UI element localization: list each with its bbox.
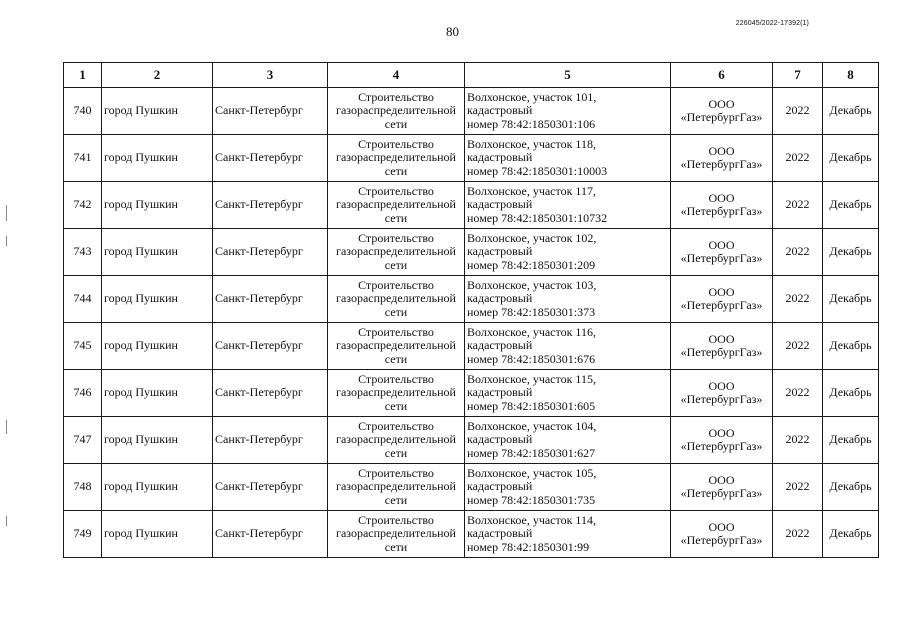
- address-cell-line: номер 78:42:1850301:209: [467, 257, 596, 272]
- work-type-cell-line: сети: [384, 257, 408, 272]
- organization-cell-line: ООО: [708, 284, 735, 299]
- work-type-cell-line: газораспределительной: [336, 150, 456, 165]
- month-cell: Декабрь: [823, 323, 879, 370]
- region-cell: Санкт-Петербург: [213, 511, 328, 558]
- work-type-cell-line: Строительство: [358, 324, 434, 339]
- address-cell: [465, 370, 671, 417]
- address-cell-line: номер 78:42:1850301:99: [467, 539, 590, 554]
- table-row: [64, 370, 879, 417]
- address-cell-line: Волхонское, участок 118,: [467, 136, 596, 151]
- work-type-cell-line: Строительство: [358, 371, 434, 386]
- organization-cell-line: «ПетербургГаз»: [680, 345, 763, 359]
- work-type-cell: [328, 135, 465, 182]
- year-cell: 2022: [773, 464, 823, 511]
- address-cell-line: номер 78:42:1850301:10003: [467, 163, 608, 178]
- work-type-cell-line: Строительство: [358, 465, 434, 480]
- address-cell-line: кадастровый: [467, 338, 533, 353]
- address-cell-line: кадастровый: [467, 479, 533, 494]
- work-type-cell: [328, 229, 465, 276]
- month-cell: Декабрь: [823, 464, 879, 511]
- column-header: 2: [102, 63, 213, 88]
- organization-cell-line: ООО: [708, 425, 735, 440]
- work-type-cell: [328, 182, 465, 229]
- month-cell: Декабрь: [823, 417, 879, 464]
- address-cell-line: Волхонское, участок 117,: [467, 183, 596, 198]
- address-cell-line: кадастровый: [467, 244, 533, 259]
- address-cell-line: номер 78:42:1850301:106: [467, 116, 596, 131]
- organization-cell-line: ООО: [708, 519, 735, 534]
- register-table: [63, 62, 879, 558]
- column-header: 5: [465, 63, 671, 88]
- address-cell-line: номер 78:42:1850301:373: [467, 304, 596, 319]
- work-type-cell-line: Строительство: [358, 230, 434, 245]
- city-cell: город Пушкин: [102, 370, 213, 417]
- region-cell: Санкт-Петербург: [213, 464, 328, 511]
- organization-cell: [671, 464, 773, 511]
- work-type-cell-line: газораспределительной: [336, 479, 456, 494]
- address-cell-line: Волхонское, участок 103,: [467, 277, 597, 292]
- organization-cell-line: ООО: [708, 96, 735, 111]
- organization-cell-line: «ПетербургГаз»: [680, 298, 763, 312]
- work-type-cell-line: Строительство: [358, 418, 434, 433]
- left-margin-mark: [6, 205, 7, 221]
- work-type-cell-line: газораспределительной: [336, 291, 456, 306]
- row-number: 742: [64, 182, 102, 229]
- work-type-cell-line: сети: [384, 351, 408, 366]
- organization-cell-line: ООО: [708, 378, 735, 393]
- year-cell: 2022: [773, 182, 823, 229]
- organization-cell-line: ООО: [708, 331, 735, 346]
- work-type-cell-line: сети: [384, 210, 408, 225]
- organization-cell: [671, 417, 773, 464]
- address-cell-line: Волхонское, участок 115,: [467, 371, 596, 386]
- year-cell: 2022: [773, 417, 823, 464]
- work-type-cell-line: сети: [384, 539, 408, 554]
- region-cell: Санкт-Петербург: [213, 182, 328, 229]
- address-cell-line: номер 78:42:1850301:10732: [467, 210, 608, 225]
- organization-cell-line: «ПетербургГаз»: [680, 110, 763, 124]
- address-cell: [465, 229, 671, 276]
- work-type-cell: [328, 88, 465, 135]
- year-cell: 2022: [773, 511, 823, 558]
- organization-cell-line: «ПетербургГаз»: [680, 392, 763, 406]
- page-number: 80: [446, 24, 459, 39]
- organization-cell: [671, 135, 773, 182]
- address-cell: [465, 182, 671, 229]
- region-cell: Санкт-Петербург: [213, 417, 328, 464]
- work-type-cell-line: сети: [384, 398, 408, 413]
- table-row: [64, 323, 879, 370]
- left-margin-mark: [6, 420, 7, 434]
- address-cell-line: кадастровый: [467, 385, 533, 400]
- organization-cell-line: «ПетербургГаз»: [680, 204, 763, 218]
- column-header: 1: [64, 63, 102, 88]
- year-cell: 2022: [773, 135, 823, 182]
- table-row: [64, 229, 879, 276]
- region-cell: Санкт-Петербург: [213, 229, 328, 276]
- address-cell-line: Волхонское, участок 104,: [467, 418, 597, 433]
- address-cell: [465, 511, 671, 558]
- month-cell: Декабрь: [823, 88, 879, 135]
- document-code: 226045/2022-17392(1): [735, 20, 809, 27]
- work-type-cell-line: Строительство: [358, 89, 434, 104]
- work-type-cell-line: газораспределительной: [336, 385, 456, 400]
- table-row: [64, 88, 879, 135]
- city-cell: город Пушкин: [102, 229, 213, 276]
- work-type-cell-line: газораспределительной: [336, 244, 456, 259]
- work-type-cell-line: Строительство: [358, 136, 434, 151]
- address-cell-line: кадастровый: [467, 432, 533, 447]
- row-number: 744: [64, 276, 102, 323]
- work-type-cell: [328, 464, 465, 511]
- address-cell: [465, 276, 671, 323]
- city-cell: город Пушкин: [102, 323, 213, 370]
- city-cell: город Пушкин: [102, 182, 213, 229]
- row-number: 746: [64, 370, 102, 417]
- work-type-cell-line: Строительство: [358, 277, 434, 292]
- table-body: [64, 88, 879, 558]
- city-cell: город Пушкин: [102, 511, 213, 558]
- row-number: 747: [64, 417, 102, 464]
- table-row: [64, 511, 879, 558]
- month-cell: Декабрь: [823, 276, 879, 323]
- region-cell: Санкт-Петербург: [213, 370, 328, 417]
- address-cell: [465, 88, 671, 135]
- address-cell-line: кадастровый: [467, 197, 533, 212]
- address-cell: [465, 464, 671, 511]
- work-type-cell-line: сети: [384, 116, 408, 131]
- column-header: 7: [773, 63, 823, 88]
- table-header-row: [64, 63, 879, 88]
- city-cell: город Пушкин: [102, 276, 213, 323]
- month-cell: Декабрь: [823, 135, 879, 182]
- column-header: 4: [328, 63, 465, 88]
- address-cell-line: номер 78:42:1850301:627: [467, 445, 596, 460]
- address-cell-line: номер 78:42:1850301:676: [467, 351, 596, 366]
- column-header: 8: [823, 63, 879, 88]
- address-cell-line: кадастровый: [467, 526, 533, 541]
- address-cell-line: Волхонское, участок 114,: [467, 512, 596, 527]
- region-cell: Санкт-Петербург: [213, 323, 328, 370]
- work-type-cell-line: сети: [384, 163, 408, 178]
- left-margin-mark: [6, 236, 7, 246]
- work-type-cell: [328, 276, 465, 323]
- row-number: 740: [64, 88, 102, 135]
- organization-cell-line: «ПетербургГаз»: [680, 439, 763, 453]
- month-cell: Декабрь: [823, 370, 879, 417]
- organization-cell-line: «ПетербургГаз»: [680, 251, 763, 265]
- column-header: 3: [213, 63, 328, 88]
- table-row: [64, 276, 879, 323]
- region-cell: Санкт-Петербург: [213, 276, 328, 323]
- work-type-cell: [328, 417, 465, 464]
- organization-cell: [671, 323, 773, 370]
- organization-cell-line: ООО: [708, 190, 735, 205]
- address-cell: [465, 417, 671, 464]
- table-row: [64, 182, 879, 229]
- organization-cell-line: ООО: [708, 143, 735, 158]
- table-row: [64, 417, 879, 464]
- month-cell: Декабрь: [823, 511, 879, 558]
- organization-cell-line: «ПетербургГаз»: [680, 486, 763, 500]
- organization-cell-line: ООО: [708, 472, 735, 487]
- left-margin-mark: [6, 516, 7, 526]
- row-number: 745: [64, 323, 102, 370]
- work-type-cell: [328, 511, 465, 558]
- table-row: [64, 135, 879, 182]
- address-cell-line: Волхонское, участок 105,: [467, 465, 597, 480]
- work-type-cell-line: газораспределительной: [336, 197, 456, 212]
- table-row: [64, 464, 879, 511]
- organization-cell: [671, 229, 773, 276]
- address-cell-line: номер 78:42:1850301:735: [467, 492, 596, 507]
- address-cell-line: кадастровый: [467, 150, 533, 165]
- year-cell: 2022: [773, 323, 823, 370]
- organization-cell: [671, 276, 773, 323]
- column-header: 6: [671, 63, 773, 88]
- organization-cell-line: «ПетербургГаз»: [680, 533, 763, 547]
- year-cell: 2022: [773, 370, 823, 417]
- work-type-cell-line: газораспределительной: [336, 338, 456, 353]
- work-type-cell-line: Строительство: [358, 512, 434, 527]
- organization-cell: [671, 370, 773, 417]
- row-number: 743: [64, 229, 102, 276]
- organization-cell: [671, 511, 773, 558]
- address-cell: [465, 135, 671, 182]
- month-cell: Декабрь: [823, 229, 879, 276]
- work-type-cell-line: сети: [384, 304, 408, 319]
- work-type-cell: [328, 323, 465, 370]
- row-number: 741: [64, 135, 102, 182]
- organization-cell-line: «ПетербургГаз»: [680, 157, 763, 171]
- city-cell: город Пушкин: [102, 464, 213, 511]
- address-cell-line: Волхонское, участок 116,: [467, 324, 596, 339]
- region-cell: Санкт-Петербург: [213, 88, 328, 135]
- work-type-cell-line: газораспределительной: [336, 526, 456, 541]
- work-type-cell-line: газораспределительной: [336, 103, 456, 118]
- year-cell: 2022: [773, 88, 823, 135]
- address-cell-line: кадастровый: [467, 103, 533, 118]
- city-cell: город Пушкин: [102, 417, 213, 464]
- month-cell: Декабрь: [823, 182, 879, 229]
- organization-cell: [671, 88, 773, 135]
- work-type-cell: [328, 370, 465, 417]
- row-number: 748: [64, 464, 102, 511]
- row-number: 749: [64, 511, 102, 558]
- address-cell-line: Волхонское, участок 101,: [467, 89, 597, 104]
- organization-cell-line: ООО: [708, 237, 735, 252]
- address-cell-line: номер 78:42:1850301:605: [467, 398, 596, 413]
- work-type-cell-line: сети: [384, 492, 408, 507]
- work-type-cell-line: сети: [384, 445, 408, 460]
- address-cell-line: кадастровый: [467, 291, 533, 306]
- work-type-cell-line: газораспределительной: [336, 432, 456, 447]
- year-cell: 2022: [773, 276, 823, 323]
- year-cell: 2022: [773, 229, 823, 276]
- address-cell-line: Волхонское, участок 102,: [467, 230, 597, 245]
- city-cell: город Пушкин: [102, 135, 213, 182]
- region-cell: Санкт-Петербург: [213, 135, 328, 182]
- address-cell: [465, 323, 671, 370]
- work-type-cell-line: Строительство: [358, 183, 434, 198]
- city-cell: город Пушкин: [102, 88, 213, 135]
- organization-cell: [671, 182, 773, 229]
